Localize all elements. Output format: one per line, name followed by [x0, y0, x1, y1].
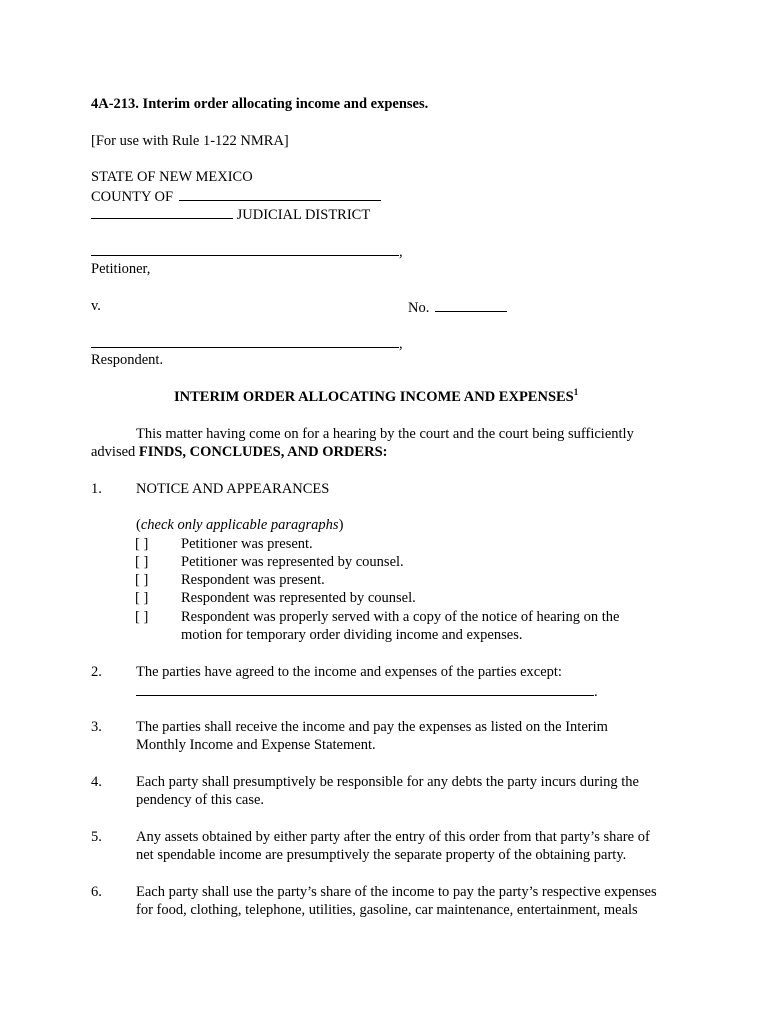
para-2-exception-line [136, 681, 598, 701]
checkbox-respondent-served[interactable]: [ ] [135, 609, 149, 625]
para-4-line-1: Each party shall presumptively be responsible for any debts the party incurs during the [136, 774, 639, 790]
order-title [174, 388, 578, 406]
para-4-number: 4. [91, 774, 102, 790]
county-line [91, 186, 381, 206]
county-label: COUNTY OF [91, 189, 174, 205]
check-instruction-italic: check only applicable paragraphs [140, 517, 339, 533]
document-title: 4A-213. Interim order allocating income and expenses. [91, 96, 429, 112]
item-respondent-present: Respondent was present. [181, 572, 325, 588]
intro-line-1: This matter having come on for a hearing by the court and the court being sufficiently [136, 426, 634, 442]
respondent-comma: , [399, 336, 403, 352]
check-instruction: (check only applicable paragraphs) [136, 517, 344, 533]
item-respondent-counsel: Respondent was represented by counsel. [181, 590, 416, 606]
para-2-number: 2. [91, 664, 102, 680]
respondent-blank[interactable] [91, 333, 399, 348]
checkbox-respondent-counsel[interactable]: [ ] [135, 590, 149, 606]
para-3-line-2: Monthly Income and Expense Statement. [136, 737, 376, 753]
section-1-heading: NOTICE AND APPEARANCES [136, 481, 330, 497]
item-respondent-served-cont: motion for temporary order dividing income and expenses. [181, 627, 523, 643]
petitioner-name-line [91, 241, 403, 261]
para-5-line-1: Any assets obtained by either party after the entry of this order from that party’s share of [136, 829, 650, 845]
state-line: STATE OF NEW MEXICO [91, 169, 253, 185]
para-5-number: 5. [91, 829, 102, 845]
para-6-number: 6. [91, 884, 102, 900]
checkbox-petitioner-present[interactable]: [ ] [135, 536, 149, 552]
petitioner-blank[interactable] [91, 241, 399, 256]
item-respondent-served: Respondent was properly served with a copy of the notice of hearing on the [181, 609, 620, 625]
para-6-line-2: for food, clothing, telephone, utilities, gasoline, car maintenance, entertainment, meals [136, 902, 638, 918]
versus-label: v. [91, 298, 101, 314]
para-3-line-1: The parties shall receive the income and pay the expenses as listed on the Interim [136, 719, 608, 735]
petitioner-label: Petitioner, [91, 261, 151, 277]
intro-findings: FINDS, CONCLUDES, AND ORDERS: [138, 444, 388, 460]
para-3-number: 3. [91, 719, 102, 735]
checkbox-respondent-present[interactable]: [ ] [135, 572, 149, 588]
exception-period: . [594, 684, 598, 700]
para-4-line-2: pendency of this case. [136, 792, 265, 808]
petitioner-comma: , [399, 244, 403, 260]
item-petitioner-present: Petitioner was present. [181, 536, 313, 552]
respondent-name-line [91, 333, 403, 353]
rule-note: [For use with Rule 1-122 NMRA] [91, 133, 289, 149]
para-2-line-1: The parties have agreed to the income and expenses of the parties except: [136, 664, 562, 680]
item-petitioner-counsel: Petitioner was represented by counsel. [181, 554, 404, 570]
case-number-line [408, 297, 507, 317]
intro-line-2 [91, 443, 387, 461]
order-title-text: INTERIM ORDER ALLOCATING INCOME AND EXPENSES [174, 389, 574, 405]
case-number-blank[interactable] [435, 297, 507, 312]
district-line [91, 204, 370, 224]
section-1-number: 1. [91, 481, 102, 497]
case-number-label: No. [408, 300, 430, 316]
district-blank[interactable] [91, 204, 233, 219]
county-blank[interactable] [179, 186, 381, 201]
checkbox-petitioner-counsel[interactable]: [ ] [135, 554, 149, 570]
respondent-label: Respondent. [91, 352, 164, 368]
footnote-marker[interactable]: 1 [573, 387, 579, 397]
para-6-line-1: Each party shall use the party’s share of the income to pay the party’s respective expenses [136, 884, 657, 900]
para-5-line-2: net spendable income are presumptively the separate property of the obtaining party. [136, 847, 627, 863]
district-label: JUDICIAL DISTRICT [236, 207, 371, 223]
exception-blank[interactable] [136, 681, 594, 696]
intro-prefix: advised [91, 444, 139, 460]
